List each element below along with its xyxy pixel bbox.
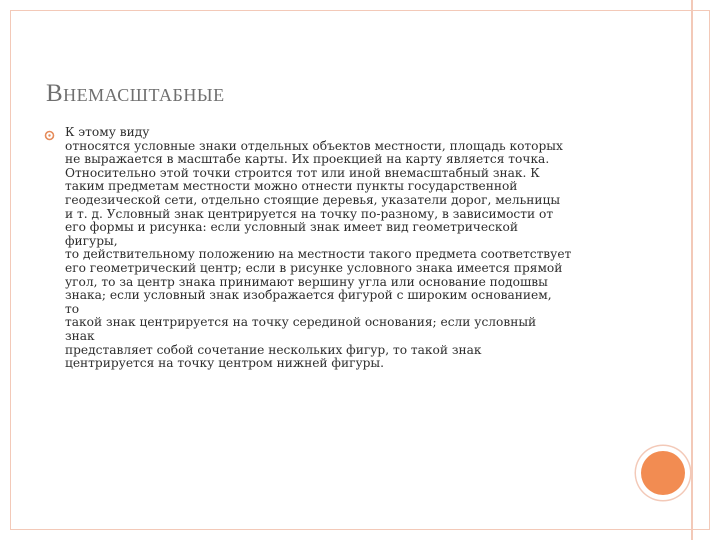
text-line: Относительно этой точки строится тот или иной внемасштабный знак. К (65, 165, 540, 180)
text-line: угол, то за центр знака принимают вершину угла или основание подошвы (65, 274, 548, 289)
text-line: то (65, 301, 80, 316)
text-line: представляет собой сочетание нескольких фигур, то такой знак (65, 342, 482, 357)
text-line: знака; если условный знак изображается фигурой с широким основанием, (65, 288, 552, 303)
text-line: фигуры, (65, 233, 118, 248)
slide-title: Внемасштабные (46, 80, 225, 107)
text-line: его геометрический центр; если в рисунке условного знака имеется прямой (65, 260, 563, 275)
slide-divider-line (691, 0, 693, 540)
text-line: таким предметам местности можно отнести пункты государственной (65, 179, 518, 194)
text-line: относятся условные знаки отдельных объектов местности, площадь которых (65, 138, 563, 153)
text-line: знак (65, 328, 95, 343)
ring-bullet-icon (44, 130, 55, 143)
slide-body-text (65, 126, 630, 371)
decorative-circle (641, 451, 685, 495)
text-line: К этому виду (65, 125, 150, 139)
text-line: такой знак центрируется на точку серединой основания; если условный (65, 315, 537, 330)
text-line: не выражается в масштабе карты. Их проекцией на карту является точка. (65, 152, 550, 167)
text-line: то действительному положению на местности такого предмета соответствует (65, 247, 572, 262)
text-line: геодезической сети, отдельно стоящие деревья, указатели дорог, мельницы (65, 192, 561, 207)
text-line: его формы и рисунка: если условный знак имеет вид геометрической (65, 220, 518, 235)
text-line: центрируется на точку центром нижней фигуры. (65, 356, 385, 371)
text-line: и т. д. Условный знак центрируется на точку по-разному, в зависимости от (65, 206, 554, 221)
